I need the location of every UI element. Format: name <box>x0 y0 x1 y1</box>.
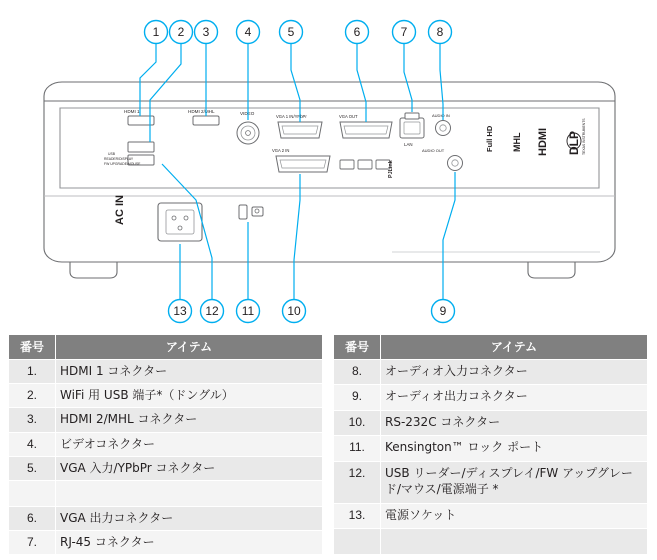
row-number: 9. <box>334 385 381 410</box>
callout-8-label: 8 <box>436 25 444 40</box>
plate-branding <box>388 160 394 178</box>
table-row <box>9 384 323 408</box>
label-lan: LAN <box>404 142 413 147</box>
table-row <box>334 436 648 461</box>
logo-hdmi: HDMI <box>537 127 549 156</box>
row-number-blank <box>9 480 56 506</box>
column-header-item: アイテム <box>56 335 323 360</box>
label-audio-in: AUDIO IN <box>432 113 450 118</box>
callout-10-label: 10 <box>287 304 301 319</box>
connector-audio-in <box>432 113 451 136</box>
callout-13-label: 13 <box>173 304 187 319</box>
table-row <box>334 461 648 503</box>
row-item: ビデオコネクター <box>56 432 323 456</box>
row-number: 3. <box>9 408 56 432</box>
logo-mhl: MHL <box>512 132 522 152</box>
logo-dlp-sub: TEXAS INSTRUMENTS <box>582 118 586 155</box>
table-header-row <box>334 335 648 360</box>
table-row <box>9 360 323 384</box>
row-item: USB リーダー/ディスプレイ/FW アップグレード/マウス/電源端子 * <box>381 461 648 503</box>
row-item: Kensington™ ロック ポート <box>381 436 648 461</box>
table-row <box>9 506 323 530</box>
table-row <box>334 503 648 528</box>
table-row <box>334 360 648 385</box>
row-item: オーディオ出力コネクター <box>381 385 648 410</box>
label-vga-out: VGA OUT <box>339 114 358 119</box>
column-header-number: 番号 <box>9 335 56 360</box>
row-item-blank <box>381 529 648 555</box>
table-row <box>334 385 648 410</box>
row-item: HDMI 1 コネクター <box>56 360 323 384</box>
connector-ac-in <box>114 195 202 241</box>
table-row <box>9 408 323 432</box>
connector-lan <box>400 113 424 147</box>
logo-dlp: DLP <box>567 131 581 155</box>
callout-5-label: 5 <box>287 25 295 40</box>
label-usb-power: USB <box>108 152 115 156</box>
connector-legend-tables <box>8 334 649 555</box>
label-vga1-in: VGA 1 IN/YPbPr <box>276 114 307 119</box>
row-number: 11. <box>334 436 381 461</box>
table-row-spacer <box>334 529 648 555</box>
label-hdmi2-mhl: HDMI 2/MHL <box>188 109 215 114</box>
row-number: 13. <box>334 503 381 528</box>
row-item: WiFi 用 USB 端子*（ドングル） <box>56 384 323 408</box>
row-number: 4. <box>9 432 56 456</box>
label-vga2-in: VGA 2 IN <box>272 148 290 153</box>
row-number: 5. <box>9 456 56 480</box>
row-item: RJ-45 コネクター <box>56 531 323 555</box>
row-number: 12. <box>334 461 381 503</box>
connector-cluster-left <box>128 116 219 165</box>
label-audio-out: AUDIO OUT <box>422 148 445 153</box>
plate-logos <box>485 118 586 156</box>
callout-7-label: 7 <box>400 25 408 40</box>
row-item: RS-232C コネクター <box>381 410 648 435</box>
label-video: VIDEO <box>240 111 255 116</box>
label-usb-reader: READER/DISPLAY <box>104 157 134 161</box>
row-item: VGA 入力/YPbPr コネクター <box>56 456 323 480</box>
row-number: 7. <box>9 531 56 555</box>
callout-9-label: 9 <box>439 304 447 319</box>
label-ac-in: AC IN <box>114 195 126 225</box>
row-item: オーディオ入力コネクター <box>381 360 648 385</box>
row-item: HDMI 2/MHL コネクター <box>56 408 323 432</box>
label-usb-fw: FW UPGRADE/MOUSE <box>104 162 141 166</box>
row-number: 8. <box>334 360 381 385</box>
callout-11-label: 11 <box>241 304 255 319</box>
column-header-item: アイテム <box>381 335 648 360</box>
callout-1-label: 1 <box>152 25 160 40</box>
logo-fullhd: Full HD <box>485 125 494 152</box>
connector-usb-lower <box>340 160 390 169</box>
row-number: 6. <box>9 506 56 530</box>
legend-table-left <box>8 334 323 555</box>
row-number: 2. <box>9 384 56 408</box>
row-number: 1. <box>9 360 56 384</box>
table-row <box>9 432 323 456</box>
table-row-spacer <box>9 480 323 506</box>
table-row <box>334 410 648 435</box>
row-item-blank <box>56 480 323 506</box>
table-row <box>9 456 323 480</box>
callout-12-label: 12 <box>205 304 219 319</box>
callout-2-label: 2 <box>177 25 185 40</box>
connector-vga2-in <box>272 148 330 172</box>
connector-audio-out <box>422 148 463 171</box>
row-item: 電源ソケット <box>381 503 648 528</box>
column-header-number: 番号 <box>334 335 381 360</box>
connector-kensington-lock <box>239 205 263 219</box>
legend-table-right <box>333 334 648 555</box>
callout-4-label: 4 <box>244 25 252 40</box>
row-number-blank <box>334 529 381 555</box>
table-header-row <box>9 335 323 360</box>
callout-6-label: 6 <box>353 25 361 40</box>
label-hdmi1: HDMI 1 <box>124 109 140 114</box>
table-row <box>9 531 323 555</box>
connector-vga1-in <box>276 114 322 138</box>
row-number: 10. <box>334 410 381 435</box>
label-pjlink: PJLink <box>388 160 394 178</box>
callout-3-label: 3 <box>202 25 210 40</box>
row-item: VGA 出力コネクター <box>56 506 323 530</box>
